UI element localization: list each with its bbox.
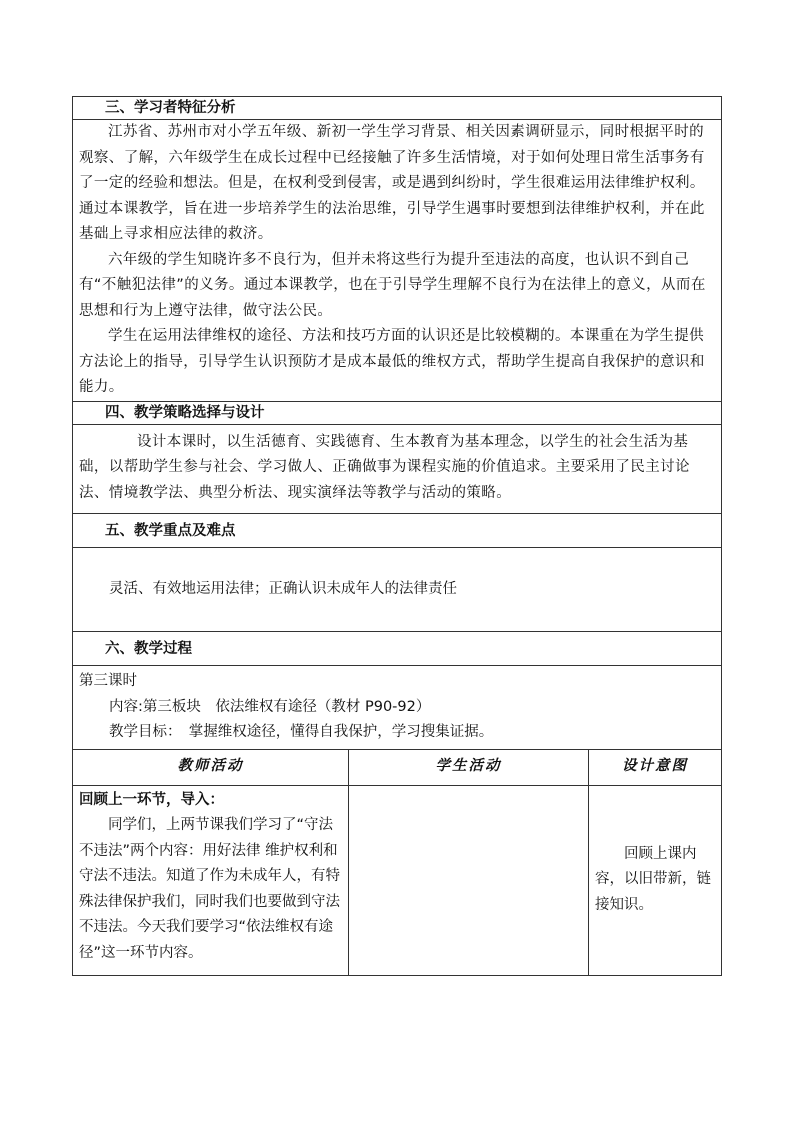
section4-body	[73, 424, 722, 514]
section4-paragraph: 设计本课时，以生活德育、实践德育、生本教育为基本理念，以学生的社会生活为基础，以帮助学生参与社会、学习做人、正确做事为课程实施的价值追求。主要采用了民主讨论法、情境教学法、典型分析法、现实演绎法等教学与活动的策略。	[79, 433, 690, 501]
section3-heading: 三、学习者特征分析	[73, 97, 722, 120]
design-intent-text: 回顾上课内容，以旧带新，链接知识。	[595, 845, 711, 913]
student-activity-cell	[349, 785, 589, 975]
lesson-plan-table	[72, 96, 722, 976]
lesson-goal: 教学目标： 掌握维权途径，懂得自我保护，学习搜集证据。	[109, 724, 494, 740]
lesson-content: 内容:第三板块 依法维权有途径（教材 P90-92）	[109, 698, 431, 715]
section6-heading: 六、教学过程	[73, 632, 722, 666]
key-points-text: 灵活、有效地运用法律；正确认识未成年人的法律责任	[109, 580, 457, 597]
column-header-teacher: 教师活动	[73, 749, 349, 785]
section3-paragraph-3: 学生在运用法律维权的途径、方法和技巧方面的认识还是比较模糊的。本课重在为学生提供方法论上的指导，引导学生认识预防才是成本最低的维权方式，帮助学生提高自我保护的意识和能力。	[79, 328, 705, 395]
lesson-info	[73, 666, 722, 750]
design-intent-cell	[589, 785, 722, 975]
column-header-intent: 设计意图	[589, 749, 722, 785]
section3-body	[73, 120, 722, 402]
section5-body	[73, 548, 722, 632]
teacher-activity-cell	[73, 785, 349, 975]
section3-paragraph-2: 六年级的学生知晓许多不良行为，但并未将这些行为提升至违法的高度，也认识不到自己有“不触犯法律”的义务。通过本课教学，也在于引导学生理解不良行为在法律上的意义，从而在思想和行为上遵守法律，做守法公民。	[79, 251, 706, 319]
column-header-student: 学生活动	[349, 749, 589, 785]
section5-heading: 五、教学重点及难点	[73, 514, 722, 548]
teacher-activity-text: 同学们，上两节课我们学习了“守法不违法”两个内容：用好法律 维护权利和守法不违法。知道了作为未成年人，有特殊法律保护我们，同时我们也要做到守法不违法。今天我们要学习“依法维权有途径”这一环节内容。	[79, 817, 340, 961]
lesson-title: 第三课时	[79, 673, 137, 689]
section3-paragraph-1: 江苏省、苏州市对小学五年级、新初一学生学习背景、相关因素调研显示，同时根据平时的观察、了解，六年级学生在成长过程中已经接触了许多生活情境，对于如何处理日常生活事务有了一定的经验和想法。但是，在权利受到侵害，或是遇到纠纷时，学生很难运用法律维护权利。通过本课教学，旨在进一步培养学生的法治思维，引导学生遇事时要想到法律维护权利，并在此基础上寻求相应法律的救济。	[79, 124, 705, 242]
section4-heading: 四、教学策略选择与设计	[73, 401, 722, 424]
teacher-activity-title: 回顾上一环节，导入：	[79, 791, 224, 808]
